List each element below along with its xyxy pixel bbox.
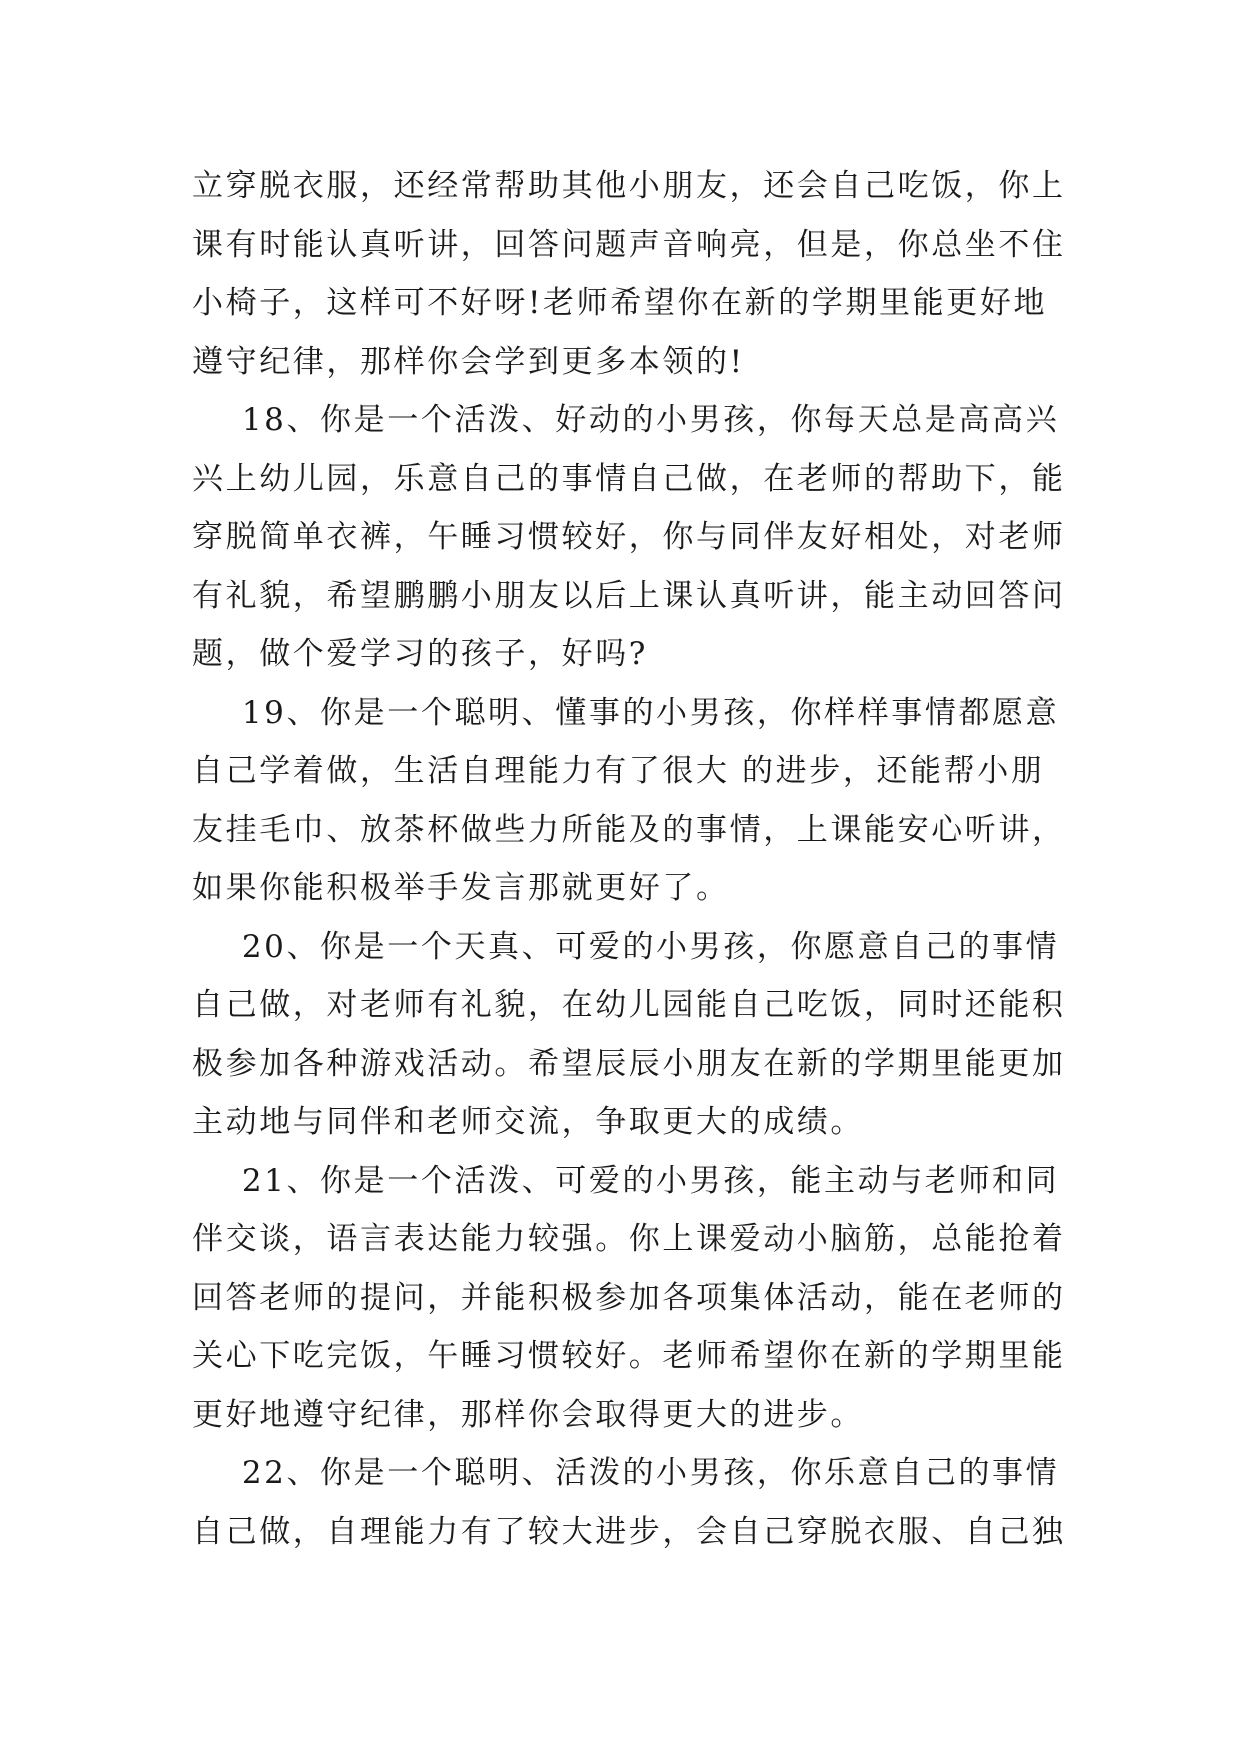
text-line: 小椅子，这样可不好呀!老师希望你在新的学期里能更好地 — [192, 285, 1048, 321]
body-text — [192, 157, 1072, 1561]
text-line: 兴上幼儿园，乐意自己的事情自己做，在老师的帮助下，能 — [192, 460, 1066, 497]
text-line: 题，做个爱学习的孩子，好吗? — [192, 636, 649, 672]
text-line: 有礼貌，希望鹏鹏小朋友以后上课认真听讲，能主动回答问 — [192, 577, 1066, 614]
text-line: 极参加各种游戏活动。希望辰辰小朋友在新的学期里能更加 — [192, 1045, 1066, 1082]
text-line: 主动地与同伴和老师交流，争取更大的成绩。 — [192, 1104, 864, 1140]
text-line: 自己做，对老师有礼貌，在幼儿园能自己吃饭，同时还能积 — [192, 987, 1066, 1023]
text-line: 穿脱简单衣裤，午睡习惯较好，你与同伴友好相处，对老师 — [192, 519, 1066, 555]
text-line: 伴交谈，语言表达能力较强。你上课爱动小脑筋，总能抢着 — [192, 1221, 1066, 1257]
text-line: 关心下吃完饭，午睡习惯较好。老师希望你在新的学期里能 — [192, 1338, 1066, 1374]
text-line: 回答老师的提问，并能积极参加各项集体活动，能在老师的 — [192, 1279, 1066, 1316]
paragraph-21-start: 21、你是一个活泼、可爱的小男孩，能主动与老师和同 — [192, 1162, 1060, 1199]
text-line: 立穿脱衣服，还经常帮助其他小朋友，还会自己吃饭，你上 — [192, 168, 1066, 204]
paragraph-18-start: 18、你是一个活泼、好动的小男孩，你每天总是高高兴 — [192, 402, 1060, 438]
text-line: 友挂毛巾、放茶杯做些力所能及的事情，上课能安心听讲， — [192, 811, 1066, 848]
paragraph-22-start: 22、你是一个聪明、活泼的小男孩，你乐意自己的事情 — [192, 1455, 1060, 1491]
text-line: 自己做，自理能力有了较大进步，会自己穿脱衣服、自己独 — [192, 1513, 1066, 1550]
paragraph-19-start: 19、你是一个聪明、懂事的小男孩，你样样事情都愿意 — [192, 694, 1060, 731]
text-line: 自己学着做，生活自理能力有了很大 的进步，还能帮小朋 — [192, 753, 1045, 789]
text-line: 更好地遵守纪律，那样你会取得更大的进步。 — [192, 1396, 864, 1433]
text-line: 如果你能积极举手发言那就更好了。 — [192, 870, 730, 906]
text-line: 遵守纪律，那样你会学到更多本领的! — [192, 343, 745, 380]
paragraph-20-start: 20、你是一个天真、可爱的小男孩，你愿意自己的事情 — [192, 928, 1060, 965]
text-line: 课有时能认真听讲，回答问题声音响亮，但是，你总坐不住 — [192, 226, 1066, 263]
